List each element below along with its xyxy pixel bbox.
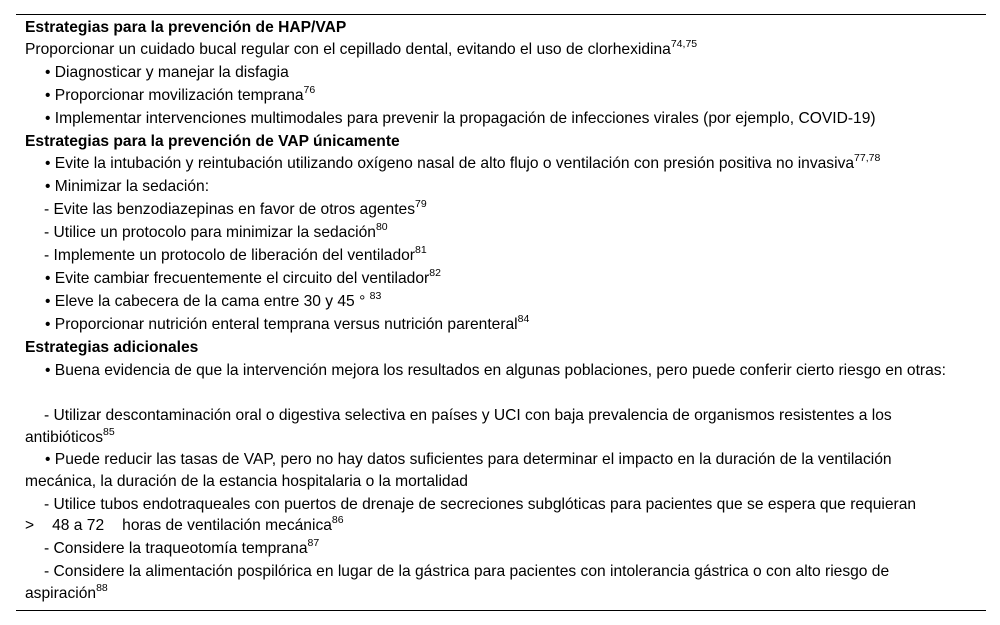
item-text: • Proporcionar movilización temprana [45, 87, 304, 104]
list-item [25, 314, 960, 336]
list-item [25, 176, 960, 198]
list-item [25, 222, 960, 244]
section-heading-additional [25, 337, 960, 359]
citation: 86 [331, 513, 344, 526]
item-text: - Utilizar descontaminación oral o digestiva selectiva en países y UCI con baja prevalencia de organismos resistentes a los antibióticos [25, 407, 892, 446]
item-text: - Utilice un protocolo para minimizar la sedación [44, 224, 376, 241]
top-rule [16, 14, 986, 15]
heading-text: Estrategias para la prevención de HAP/VAP [25, 19, 347, 36]
list-item [25, 108, 960, 130]
list-item-continued [25, 515, 960, 537]
list-item [25, 360, 960, 382]
item-text: • Diagnosticar y manejar la disfagia [45, 64, 289, 81]
list-item [25, 494, 960, 516]
heading-text: Estrategias adicionales [25, 339, 199, 356]
citation: 87 [307, 536, 320, 549]
citation: 85 [103, 425, 115, 438]
item-text: Proporcionar un cuidado bucal regular con el cepillado dental, evitando el uso de clorhexidina [25, 41, 671, 58]
list-item [25, 85, 960, 107]
section-heading-vap [25, 131, 960, 153]
citation: 76 [303, 83, 316, 96]
item-text: • Proporcionar nutrición enteral temprana versus nutrición parenteral [45, 316, 518, 333]
citation: 83 [369, 289, 382, 302]
item-text: horas de ventilación mecánica [122, 517, 332, 534]
citation: 88 [96, 581, 108, 594]
citation: 82 [429, 266, 441, 279]
list-item [25, 405, 960, 449]
item-text: • Implementar intervenciones multimodales para prevenir la propagación de infecciones virales (por ejemplo, COVID-19) [45, 110, 876, 127]
list-item [25, 291, 960, 313]
list-item [25, 62, 960, 84]
list-item [25, 561, 960, 605]
recommendations-table [16, 14, 986, 602]
citation: 77,78 [854, 151, 881, 164]
list-item [25, 268, 960, 290]
citation: 84 [517, 312, 530, 325]
citation: 80 [375, 220, 388, 233]
list-item [25, 538, 960, 560]
item-text: • Puede reducir las tasas de VAP, pero no hay datos suficientes para determinar el impacto en la duración de la ventilación mecánica, la duración de la estancia hospitalaria o la mortalidad [25, 451, 892, 490]
item-text: - Considere la alimentación pospilórica en lugar de la gástrica para pacientes con intolerancia gástrica o con alto riesgo de aspiración [25, 563, 890, 602]
degree-symbol: ° [359, 293, 366, 310]
hours-range: 48 a 72 [52, 517, 105, 534]
item-text: • Eleve la cabecera de la cama entre 30 y 45 [45, 293, 355, 310]
list-item [25, 199, 960, 221]
item-text: - Utilice tubos endotraqueales con puertos de drenaje de secreciones subglóticas para pacientes que se espera que requieran [44, 496, 917, 513]
greater-than-symbol: > [25, 517, 35, 534]
item-text: • Minimizar la sedación: [45, 178, 210, 195]
item-text: - Considere la traqueotomía temprana [44, 540, 308, 557]
item-text: - Evite las benzodiazepinas en favor de otros agentes [44, 201, 416, 218]
citation: 81 [415, 243, 427, 256]
item-text: • Buena evidencia de que la intervención mejora los resultados en algunas poblaciones, pero puede conferir cierto riesgo en otras: [45, 362, 946, 379]
bottom-rule [16, 610, 986, 611]
item-text: • Evite la intubación y reintubación utilizando oxígeno nasal de alto flujo o ventilación con presión positiva no invasiva [45, 155, 855, 172]
list-item [25, 153, 960, 175]
list-item [25, 449, 960, 493]
list-item [25, 245, 960, 267]
heading-text: Estrategias para la prevención de VAP únicamente [25, 133, 400, 150]
list-item [25, 39, 960, 61]
section-heading-hap-vap [25, 17, 960, 39]
citation: 74,75 [670, 37, 698, 50]
item-text: • Evite cambiar frecuentemente el circuito del ventilador [45, 270, 430, 287]
item-text: - Implemente un protocolo de liberación del ventilador [44, 247, 415, 264]
citation: 79 [415, 197, 427, 210]
